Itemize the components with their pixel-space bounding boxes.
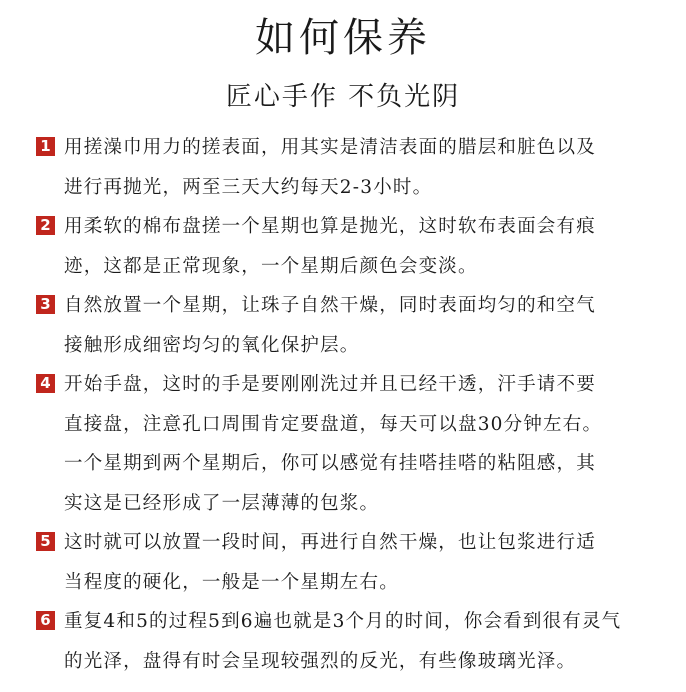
step-text-line: 实这是已经形成了一层薄薄的包浆。 <box>64 492 380 514</box>
step-text <box>64 128 666 207</box>
step-text-line: 接触形成细密均匀的氧化保护层。 <box>64 334 360 356</box>
step-item <box>36 602 666 681</box>
step-number-badge: 1 <box>36 137 55 156</box>
step-text-line: 的光泽，盘得有时会呈现较强烈的反光，有些像玻璃光泽。 <box>64 650 577 672</box>
step-number-badge: 3 <box>36 295 55 314</box>
step-list <box>36 128 666 681</box>
page-title: 如何保养 <box>255 15 431 61</box>
step-item <box>36 128 666 207</box>
step-text-line: 自然放置一个星期，让珠子自然干燥，同时表面均匀的和空气 <box>64 295 596 316</box>
step-text-line: 当程度的硬化，一般是一个星期左右。 <box>64 571 399 593</box>
step-item <box>36 365 666 523</box>
step-text-line: 迹，这都是正常现象，一个星期后颜色会变淡。 <box>64 255 478 277</box>
step-text <box>64 602 666 681</box>
step-text-line: 用搓澡巾用力的搓表面，用其实是清洁表面的腊层和脏色以及 <box>64 137 596 158</box>
step-number-badge: 5 <box>36 532 55 551</box>
step-text <box>64 365 666 523</box>
step-text-line: 直接盘，注意孔口周围肯定要盘道，每天可以盘30分钟左右。 <box>64 413 603 435</box>
step-item <box>36 207 666 286</box>
step-item <box>36 286 666 365</box>
step-text-line: 用柔软的棉布盘搓一个星期也算是抛光，这时软布表面会有痕 <box>64 216 596 237</box>
step-text-line: 进行再抛光，两至三天大约每天2-3小时。 <box>64 176 433 198</box>
step-text-line: 一个星期到两个星期后，你可以感觉有挂嗒挂嗒的粘阻感，其 <box>64 453 596 474</box>
step-text-line: 这时就可以放置一段时间，再进行自然干燥，也让包浆进行适 <box>64 532 596 553</box>
step-text-line: 重复4和5的过程5到6遍也就是3个月的时间，你会看到很有灵气 <box>64 611 622 632</box>
step-text <box>64 523 666 602</box>
step-item <box>36 523 666 602</box>
step-number-badge: 4 <box>36 374 55 393</box>
step-text <box>64 207 666 286</box>
step-text <box>64 286 666 365</box>
step-number-badge: 2 <box>36 216 55 235</box>
step-number-badge: 6 <box>36 611 55 630</box>
page-subtitle: 匠心手作 不负光阴 <box>225 82 461 112</box>
step-text-line: 开始手盘，这时的手是要刚刚洗过并且已经干透，汗手请不要 <box>64 374 596 395</box>
